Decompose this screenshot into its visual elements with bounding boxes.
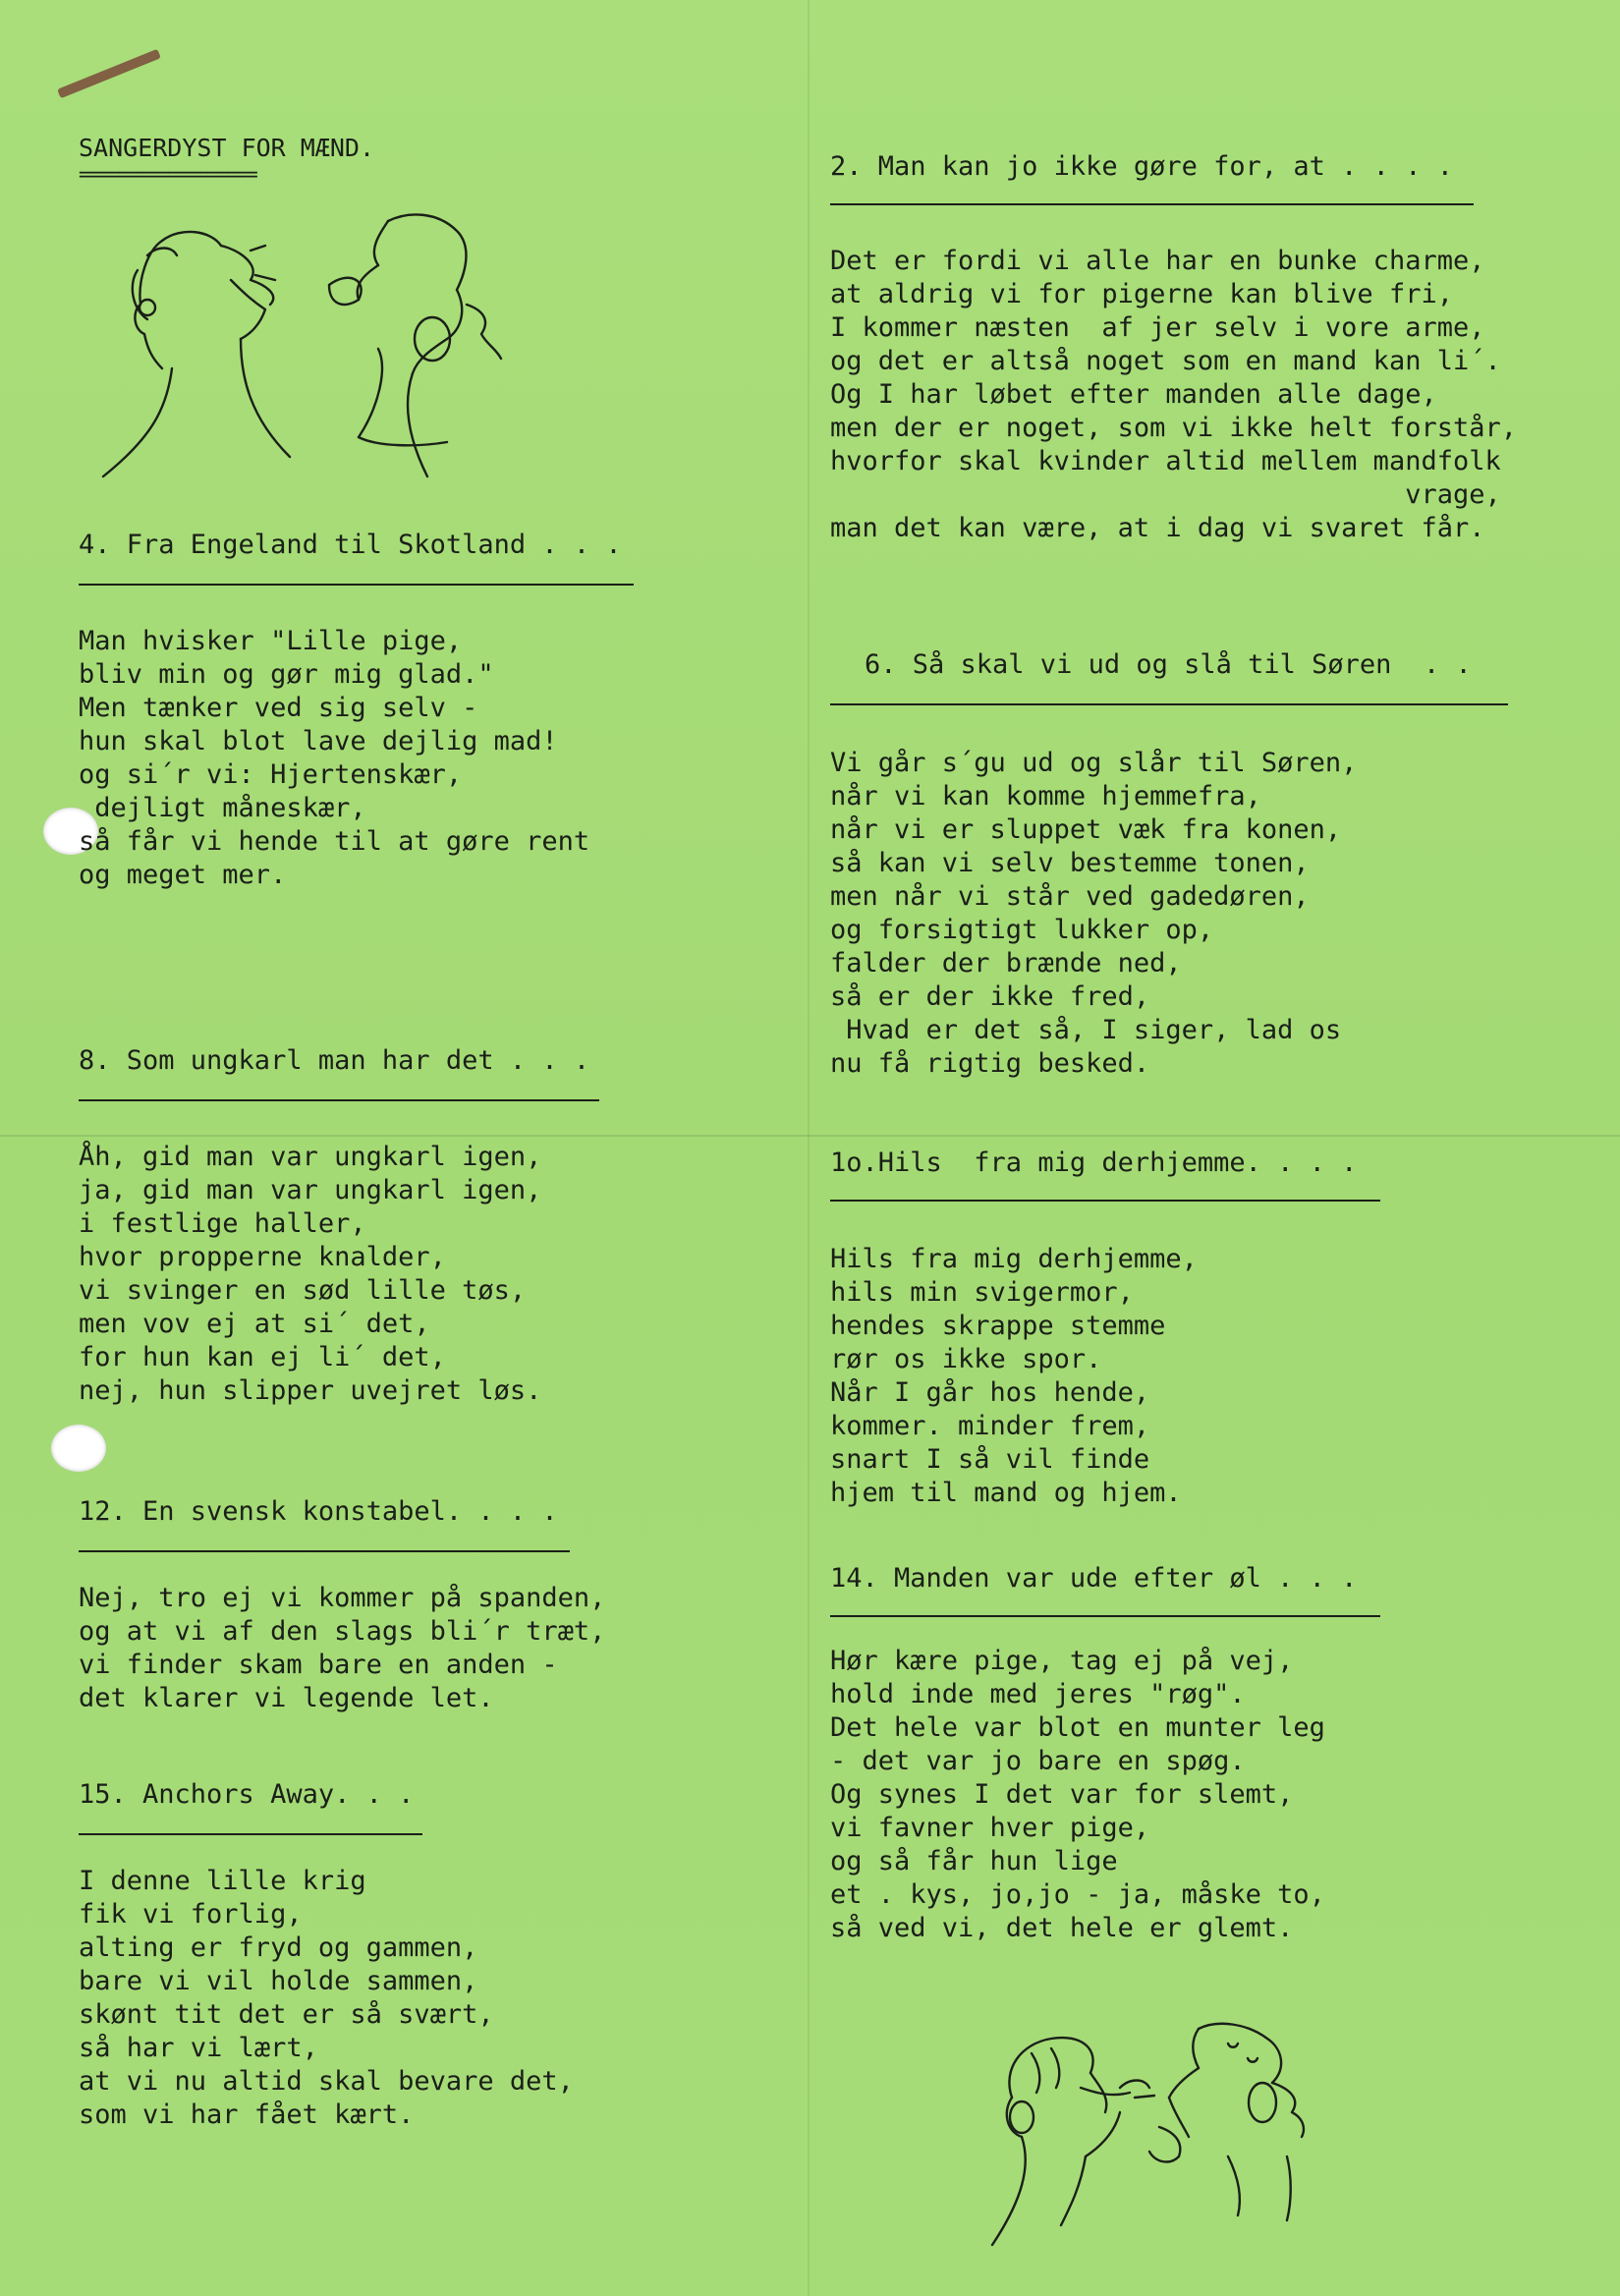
heading-underline	[79, 1097, 599, 1101]
song-lyrics: I denne lille krig fik vi forlig, alting er fryd og gammen, bare vi vil holde sammen, skønt tit det er så svært, så har vi lært, at vi nu altid skal bevare det, som vi har fået kært.	[79, 1866, 574, 2130]
sketch-two-men-drinking	[93, 211, 506, 506]
heading-underline	[79, 1548, 570, 1552]
document-title-underline: ==================	[79, 162, 256, 186]
song-heading: 6. Så skal vi ud og slå til Søren . .	[865, 649, 1472, 680]
song-8	[79, 1044, 648, 1408]
song-lyrics: Hør kære pige, tag ej på vej, hold inde med jeres "røg". Det hele var blot en munter leg - det var jo bare en spøg. Og synes I det var for slemt, vi favner hver pige, og så får hun lige et . kys, jo,jo - ja, måske to, så ved vi, det hele er glemt.	[830, 1646, 1325, 1943]
document-title-block	[79, 132, 375, 186]
song-lyrics: Nej, tro ej vi kommer på spanden, og at vi af den slags bli´r træt, vi finder skam bare en anden - det klarer vi legende let.	[79, 1583, 606, 1713]
heading-underline	[79, 1831, 422, 1835]
song-heading: 15. Anchors Away. . .	[79, 1779, 415, 1810]
song-15	[79, 1778, 648, 2132]
song-2	[830, 150, 1557, 545]
song-heading: 12. En svensk konstabel. . . .	[79, 1496, 558, 1527]
song-lyrics: Det er fordi vi alle har en bunke charme, at aldrig vi for pigerne kan blive fri, I kommer næsten af jer selv i vore arme, og det er altså noget som en mand kan li´. Og I har løbet efter manden alle dage, men der er noget, som vi ikke helt forstår, hvorfor skal kvinder altid mellem mandfolk vrage, man det kan være, at i dag vi svaret får.	[830, 246, 1517, 543]
heading-underline	[830, 701, 1508, 705]
song-12	[79, 1495, 648, 1715]
vertical-fold-line	[808, 0, 810, 2296]
heading-underline	[79, 582, 634, 586]
song-lyrics: Åh, gid man var ungkarl igen, ja, gid man var ungkarl igen, i festlige haller, hvor propperne knalder, vi svinger en sød lille tøs, men vov ej at si´ det, for hun kan ej li´ det, nej, hun slipper uvejret løs.	[79, 1142, 542, 1406]
song-heading: 2. Man kan jo ikke gøre for, at . . . .	[830, 151, 1453, 182]
song-heading: 14. Manden var ude efter øl . . .	[830, 1563, 1358, 1594]
song-14	[830, 1562, 1557, 1945]
song-10	[830, 1147, 1557, 1510]
heading-underline	[830, 1613, 1380, 1617]
heading-underline	[830, 201, 1474, 205]
song-6	[830, 648, 1557, 1081]
song-4	[79, 529, 648, 892]
song-lyrics: Hils fra mig derhjemme, hils min svigermor, hendes skrappe stemme rør os ikke spor. Når I går hos hende, kommer. minder frem, snart I så vil finde hjem til mand og hjem.	[830, 1244, 1198, 1508]
document-title: SANGERDYST FOR MÆND.	[79, 134, 375, 162]
song-heading: 4. Fra Engeland til Skotland . . .	[79, 530, 622, 560]
song-heading: 1o.Hils fra mig derhjemme. . . .	[830, 1148, 1358, 1178]
song-lyrics: Vi går s´gu ud og slår til Søren, når vi kan komme hjemmefra, når vi er sluppet væk fra konen, så kan vi selv bestemme tonen, men når vi står ved gadedøren, og forsigtigt lukker op, falder der brænde ned, så er der ikke fred, Hvad er det så, I siger, lad os nu få rigtig besked.	[830, 748, 1358, 1079]
punch-hole-lower	[51, 1425, 106, 1472]
sketch-two-faces-bottom	[973, 2019, 1366, 2265]
heading-underline	[830, 1198, 1380, 1202]
song-heading: 8. Som ungkarl man har det . . .	[79, 1045, 590, 1076]
song-lyrics: Man hvisker "Lille pige, bliv min og gør mig glad." Men tænker ved sig selv - hun skal blot lave dejlig mad! og si´r vi: Hjertenskær, dejligt måneskær, så får vi hende til at gøre rent og meget mer.	[79, 626, 590, 890]
